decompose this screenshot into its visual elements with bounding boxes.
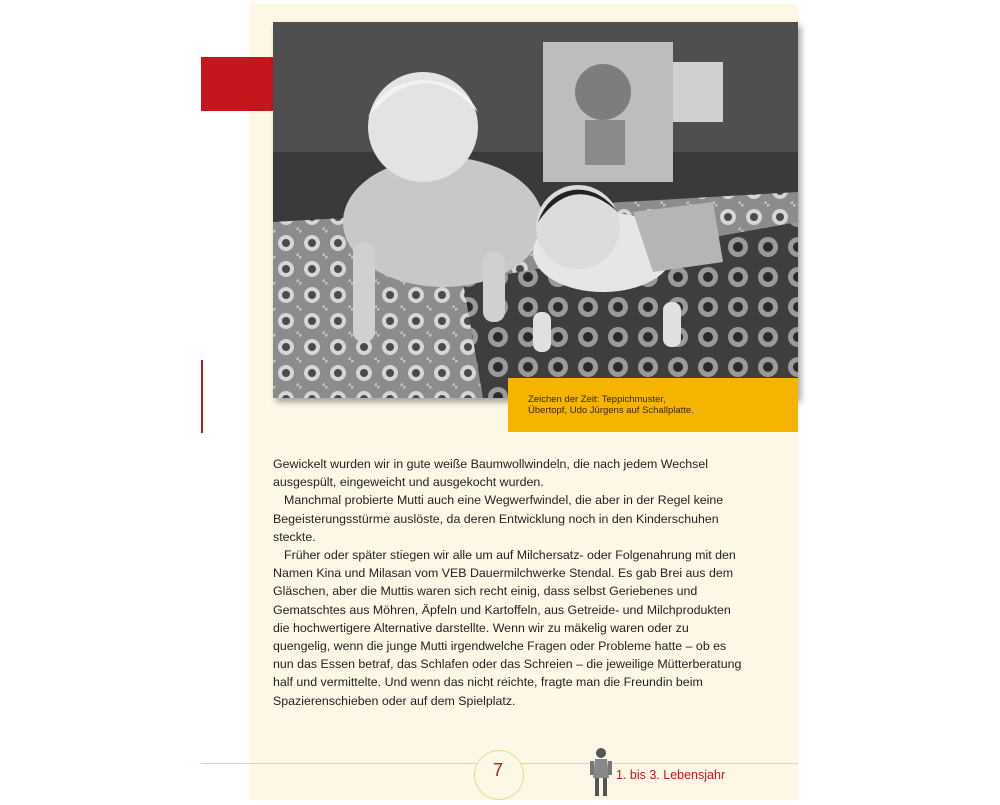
photo-caption: Zeichen der Zeit: Teppichmuster, Übertopf, Udo Jürgens auf Schallplatte. — [528, 394, 694, 416]
caption-box — [508, 378, 798, 432]
paragraph-2: Manchmal probierte Mutti auch eine Wegwerfwindel, die aber in der Regel keine Begeisterungsstürme auslöste, da deren Entwicklung noch in den Kinderschuhen steckte. — [273, 493, 724, 544]
red-margin-tab — [201, 57, 273, 111]
red-margin-line — [201, 360, 203, 433]
paragraph-1: Gewickelt wurden wir in gute weiße Baumwollwindeln, die nach jedem Wechsel ausgespült, eingeweicht und ausgekocht wurden. — [273, 457, 709, 490]
photo-illustration — [273, 22, 798, 398]
chapter-title: 1. bis 3. Lebensjahr — [616, 768, 726, 782]
paragraph-3: Früher oder später stiegen wir alle um auf Milchersatz- oder Folgenahrung mit den Namen Kina und Milasan vom VEB Dauermilchwerke Stendal. Es gab Brei aus dem Gläschen, aber die Muttis waren sich recht einig, dass selbst Geriebenes und Gematschtes aus Möhren, Äpfeln und Kartoffeln, aus Getreide- und Milchprodukten die hochwertigere Alternative darstellte. Wenn wir zu mäkelig waren oder zu quengelig, wenn die junge Mutti irgendwelche Fragen oder Probleme hatte – ob es nun das Essen betraf, das Schlafen oder das Schreien – die jeweilige Mütterberatung half und vermittelte. Und wenn das nicht reichte, fragte man die Freundin beim Spazierenschieben oder auf dem Spielplatz. — [273, 548, 742, 708]
page-number: 7 — [492, 760, 503, 780]
body-text — [273, 455, 743, 710]
photo — [273, 22, 798, 398]
standing-child-icon — [588, 746, 614, 800]
